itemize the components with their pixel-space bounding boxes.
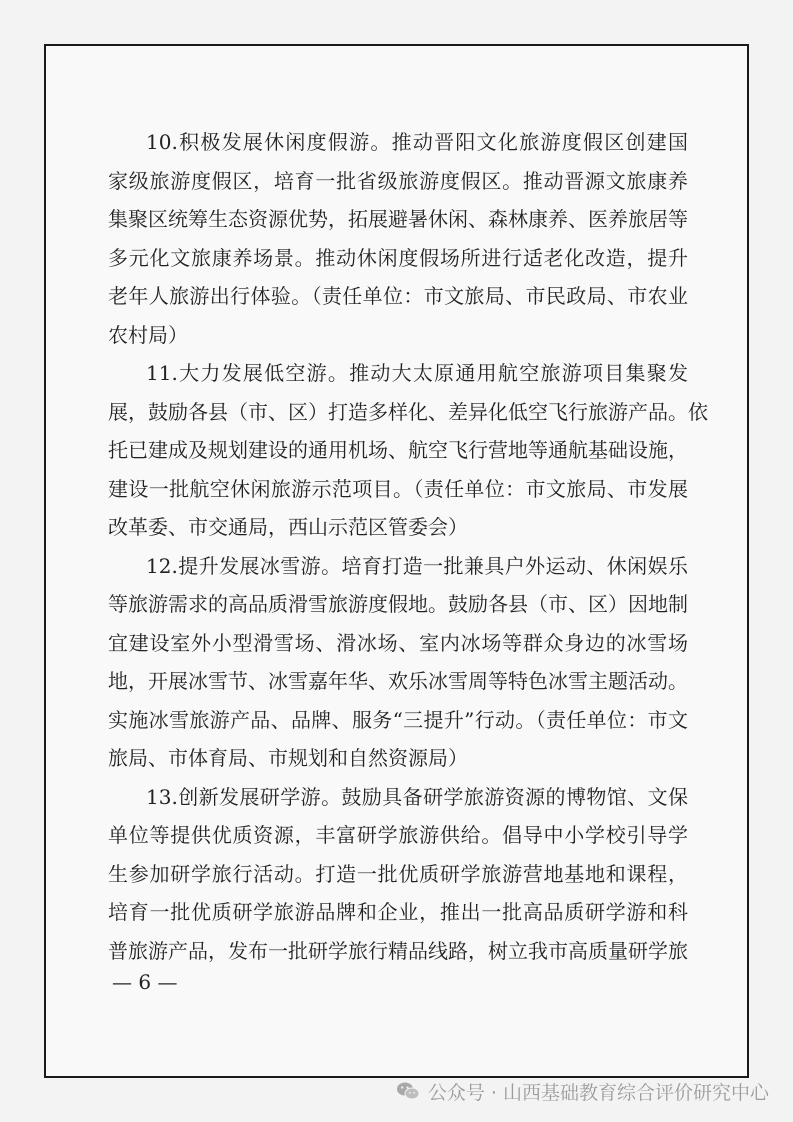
- text-line: 改革委、市交通局，西山示范区管委会）: [108, 515, 468, 539]
- text-line: 旅局、市体育局、市规划和自然资源局）: [108, 746, 468, 770]
- text-line: 老年人旅游出行体验。（责任单位：市文旅局、市民政局、市农业: [108, 284, 688, 308]
- text-line: 实施冰雪旅游产品、品牌、服务“三提升”行动。（责任单位：市文: [108, 707, 688, 732]
- paragraph-12: [108, 547, 688, 778]
- text-line: 13.创新发展研学游。鼓励具备研学旅游资源的博物馆、文保: [146, 784, 688, 809]
- paragraph-13: [108, 778, 688, 971]
- text-line: 多元化文旅康养场景。推动休闲度假场所进行适老化改造，提升: [108, 245, 688, 270]
- text-line: 农村局）: [108, 322, 188, 347]
- text-line: 建设一批航空休闲旅游示范项目。（责任单位：市文旅局、市发展: [108, 476, 688, 501]
- text-line: 12.提升发展冰雪游。培育打造一批兼具户外运动、休闲娱乐: [146, 553, 688, 578]
- paragraph-11: [108, 354, 708, 547]
- text-line: 11.大力发展低空游。推动大太原通用航空旅游项目集聚发: [146, 361, 688, 385]
- text-line: 地，开展冰雪节、冰雪嘉年华、欢乐冰雪周等特色冰雪主题活动。: [108, 669, 688, 693]
- paragraph-10: [108, 123, 688, 354]
- text-line: 培育一批优质研学旅游品牌和企业，推出一批高品质研学游和科: [108, 900, 688, 924]
- text-line: 生参加研学旅行活动。打造一批优质研学旅游营地基地和课程，: [108, 861, 688, 886]
- text-line: 托已建成及规划建设的通用机场、航空飞行营地等通航基础设施，: [108, 438, 688, 462]
- wechat-icon: [396, 1081, 420, 1101]
- watermark-text: 公众号 · 山西基础教育综合评价研究中心: [427, 1081, 769, 1104]
- text-line: 集聚区统筹生态资源优势，拓展避暑休闲、森林康养、医养旅居等: [108, 207, 688, 231]
- text-line: 单位等提供优质资源，丰富研学旅游供给。倡导中小学校引导学: [108, 823, 688, 847]
- text-line: 家级旅游度假区，培育一批省级旅游度假区。推动晋源文旅康养: [108, 168, 688, 193]
- text-line: 宜建设室外小型滑雪场、滑冰场、室内冰场等群众身边的冰雪场: [108, 630, 688, 655]
- text-line: 等旅游需求的高品质滑雪旅游度假地。鼓励各县（市、区）因地制: [108, 592, 688, 616]
- text-line: 普旅游产品，发布一批研学旅行精品线路，树立我市高质量研学旅: [108, 938, 688, 963]
- page-number: — 6 —: [112, 970, 178, 994]
- text-line: 10.积极发展休闲度假游。推动晋阳文化旅游度假区创建国: [146, 130, 688, 154]
- watermark: [396, 1076, 769, 1106]
- text-line: 展，鼓励各县（市、区）打造多样化、差异化低空飞行旅游产品。依: [108, 399, 708, 424]
- document-body: [108, 123, 708, 970]
